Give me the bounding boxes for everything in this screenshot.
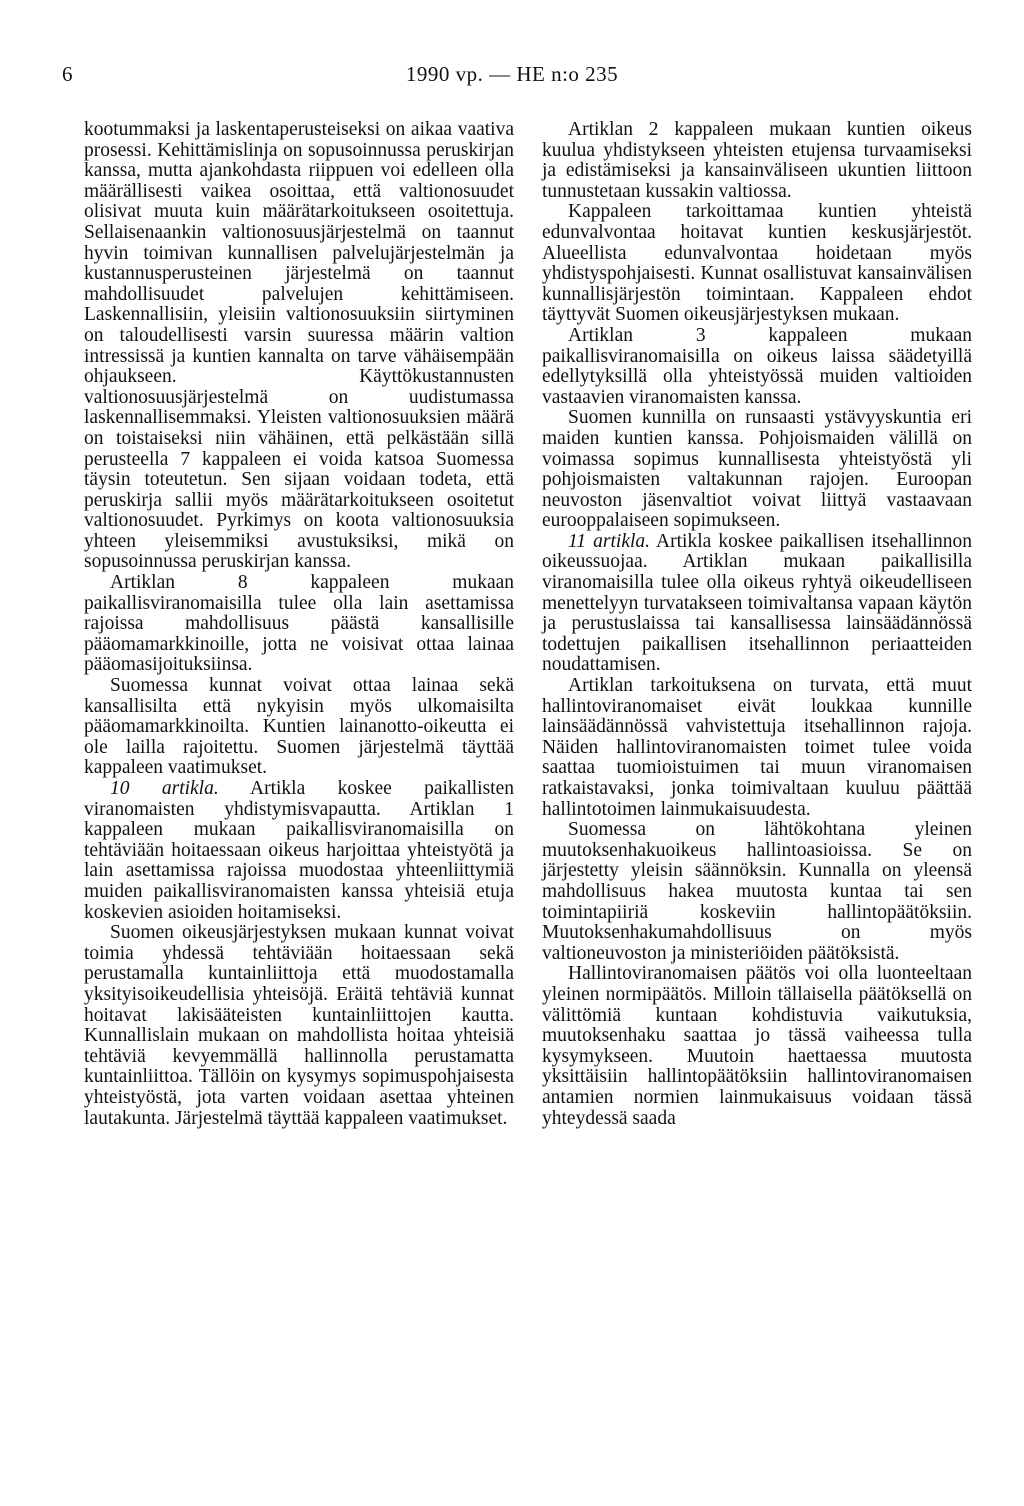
paragraph: Suomen oikeusjärjestyksen mukaan kunnat voivat toimia yhdessä tehtäviään hoitaessaan sekä perustamalla kuntainliittoja että muodostamalla yksityisoikeudellisia yhteisöjä. Eräitä tehtäviä kunnat hoitavat lakisääteisten kuntainliittojen kautta. Kunnallislain mukaan on mahdollista hoitaa yhteisiä tehtäviä kevyemmällä hallinnolla perustamatta kuntainliittoa. Tällöin on kysymys sopimuspohjaisesta yhteistyöstä, jota varten voidaan asettaa yhteinen lautakunta. Järjestelmä täyttää kappaleen vaatimukset. <box>84 922 514 1129</box>
paragraph-text: Artikla koskee paikallisen itsehallinnon oikeussuojaa. Artiklan mukaan paikallisilla viranomaisilla tulee olla oikeus ryhtyä oikeudelliseen menettelyyn turvatakseen toimivaltansa vapaan käytön ja perustuslaissa tai kansallisessa lainsäädännössä todettujen paikallisen itsehallinnon periaatteiden noudattamisen. <box>542 530 972 676</box>
paragraph <box>542 532 972 676</box>
paragraph: Hallintoviranomaisen päätös voi olla luonteeltaan yleinen normipäätös. Milloin tällaisella päätöksellä on välittömiä kuntaan kohdistuvia vaikutuksia, muutoksenhaku saattaa jo tässä vaiheessa tulla kysymykseen. Muutoin haettaessa muutosta yksittäisiin hallintopäätöksiin hallintoviranomaisen antamien normien lainmukaisuus voidaan tässä yhteydessä saada <box>542 963 972 1129</box>
page-number: 6 <box>62 62 73 86</box>
running-head: 1990 vp. — HE n:o 235 <box>405 62 619 86</box>
paragraph: kootummaksi ja laskentaperusteiseksi on aikaa vaativa prosessi. Kehittämislinja on sopusoinnussa peruskirjan kanssa, mutta ajankohdasta riippuen voi edelleen olla määrällisesti vaikea osoittaa, että valtionosuudet olisivat muuta kuin määrätarkoitukseen osoitettuja. Sellaisenaankin valtionosuusjärjestelmä on taannut hyvin toimivan kunnallisen palvelujärjestelmän ja kustannusperusteinen järjestelmä on taannut mahdollisuudet palvelujen kehittämiseen. Laskennallisiin, yleisiin valtionosuuksiin siirtyminen on taloudellisesti varsin suuressa määrin valtion intressissä ja kuntien kannalta on tarve vähäisempään ohjaukseen. Käyttökustannusten valtionosuusjärjestelmä on uudistumassa laskennallisemmaksi. Yleisten valtionosuuksien määrä on toistaiseksi niin vähäinen, että pelkästään sillä perusteella 7 kappaleen ei voida katsoa Suomessa täysin toteutetun. Sen sijaan voidaan todeta, että peruskirja sallii myös määrätarkoitukseen osoitetut valtionosuudet. Pyrkimys on koota valtionosuuksia yhteen yleisemmiksi avustuksiksi, mikä on sopusoinnussa peruskirjan kanssa. <box>84 119 514 573</box>
paragraph: Suomessa kunnat voivat ottaa lainaa sekä kansallisilta että nykyisin myös ulkomaisilta pääomamarkkinoilta. Kuntien lainanotto-oikeutta ei ole lailla rajoitettu. Suomen järjestelmä täyttää kappaleen vaatimukset. <box>84 675 514 779</box>
paragraph: Artiklan 8 kappaleen mukaan paikallisviranomaisilla tulee olla lain asettamissa rajoissa mahdollisuus päästä kansallisille pääomamarkkinoille, jotta ne voisivat ottaa lainaa pääomasijoituksiinsa. <box>84 572 514 676</box>
paragraph: Kappaleen tarkoittamaa kuntien yhteistä edunvalvontaa hoitavat kuntien keskusjärjestöt. Alueellista edunvalvontaa hoidetaan myös yhdistyspohjaisesti. Kunnat osallistuvat kansainvälisen kunnallisjärjestön toimintaan. Kappaleen ehdot täyttyvät Suomen oikeusjärjestyksen mukaan. <box>542 201 972 326</box>
paragraph: Suomen kunnilla on runsaasti ystävyyskuntia eri maiden kuntien kanssa. Pohjoismaiden välillä on voimassa sopimus kunnallisesta yhteistyöstä yli pohjoismaisten valtakunnan rajojen. Euroopan neuvoston jäsenvaltiot voivat liittyä vastaavaan eurooppalaiseen sopimukseen. <box>542 407 972 532</box>
paragraph: Artiklan tarkoituksena on turvata, että muut hallintoviranomaiset eivät loukkaa kunnille lainsäädännössä vahvistettuja itsehallinnon rajoja. Näiden hallintoviranomaisten toimet tulee voida saattaa tuomioistuimen tai muun viranomaisen ratkaistavaksi, jonka toimivaltaan kuuluu päättää hallintotoimen lainmukaisuudesta. <box>542 675 972 820</box>
paragraph-text: Artikla koskee paikallisten viranomaisten yhdistymisvapautta. Artiklan 1 kappaleen mukaan paikallisviranomaisilla on tehtäviään hoitaessaan oikeus harjoittaa yhteistyötä ja lain asettamissa rajoissa muodostaa yhteenliittymiä muiden paikallisviranomaisten kanssa yhteisiä etuja koskevien asioiden hoitamiseksi. <box>84 778 514 923</box>
right-column <box>542 120 972 1129</box>
article-heading: 11 artikla. <box>568 530 651 552</box>
left-column <box>84 120 514 1129</box>
paragraph: Artiklan 2 kappaleen mukaan kuntien oikeus kuulua yhdistykseen yhteisten etujensa turvaamiseksi ja edistämiseksi ja kansainväliseen ukuntien liittoon tunnustetaan kussakin valtiossa. <box>542 119 972 202</box>
paragraph <box>84 779 514 923</box>
paragraph: Artiklan 3 kappaleen mukaan paikallisviranomaisilla on oikeus laissa säädetyillä edellytyksillä olla yhteistyössä muiden valtioiden vastaavien viranomaisten kanssa. <box>542 324 972 408</box>
article-heading: 10 artikla. <box>110 778 219 799</box>
paragraph: Suomessa on lähtökohtana yleinen muutoksenhakuoikeus hallintoasioissa. Se on järjestetty yleisin säännöksin. Kunnalla on yleensä mahdollisuus hakea muutosta kuntaa tai sen toimintapiiriä koskeviin hallintopäätöksiin. Muutoksenhakumahdollisuus on myös valtioneuvoston ja ministeriöiden päätöksistä. <box>542 819 972 964</box>
page-header <box>0 62 1024 92</box>
